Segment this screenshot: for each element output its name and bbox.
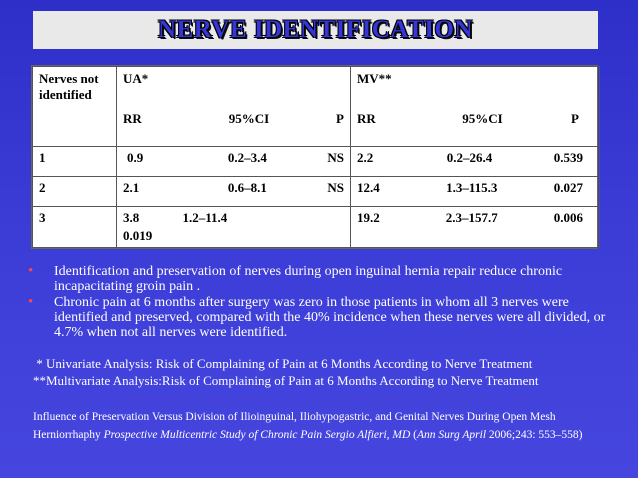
mv-label: MV** [357,71,392,86]
table-row [33,147,600,177]
ua-cell [117,147,351,177]
bullet-dot-icon: • [28,294,34,310]
ua-rr: 0.9 [127,150,144,165]
mv-cell [351,207,600,248]
row-nerves: 1 [33,147,117,177]
citation [33,408,623,444]
mv-p: 0.006 [553,210,583,225]
citation-study: Prospective Multicentric Study of Chronic Pain Sergio Alfieri, MD [103,429,411,441]
ua-cell [117,177,351,207]
mv-subheaders [357,111,593,127]
header-mv [351,67,600,147]
mv-p: 0.539 [553,150,583,165]
ua-rr: 3.8 [123,210,140,225]
citation-journal: Ann Surg April [417,429,487,441]
ua-ci: 0.2–3.4 [227,150,267,165]
mv-p-header: P [571,111,579,126]
risk-table [32,66,600,248]
mv-cell [351,147,600,177]
ua-rr-header: RR [123,111,142,126]
header-ua [117,67,351,147]
ua-cell [117,207,351,248]
slide-title: NERVE IDENTIFICATION [158,16,473,43]
bullet-text: Chronic pain at 6 months after surgery was zero in those patients in whom all 3 nerves were identified and preserved, compared with the 40% incidence when these nerves were all divided, or 4.7% when not all nerves were identified. [54,295,606,340]
mv-rr: 19.2 [357,210,380,225]
row-nerves: 3 [33,207,117,248]
citation-volume: 2006;243: 553–558) [486,429,583,441]
bullet-text: Identification and preservation of nerves during open inguinal hernia repair reduce chronic incapacitating groin pain . [54,264,563,294]
ua-p: 0.019 [123,228,153,243]
mv-ci-header: 95%CI [462,111,503,126]
bullet-dot-icon: • [28,263,34,279]
header-nerves-not-identified: Nerves not identified [33,67,117,147]
bullet-item [28,264,618,294]
ua-ci: 0.6–8.1 [227,180,267,195]
table-row [33,207,600,248]
row-nerves: 2 [33,177,117,207]
mv-ci: 0.2–26.4 [446,150,493,165]
ua-ci-header: 95%CI [228,111,270,126]
citation-paren: ( [410,429,418,441]
table-row [33,177,600,207]
footnote-univariate: * Univariate Analysis: Risk of Complaining of Pain at 6 Months According to Nerve Treatment [33,356,533,371]
mv-rr: 2.2 [357,150,374,165]
mv-cell [351,177,600,207]
results-table [31,65,598,249]
citation-title: Influence of Preservation Versus Division of Ilioinguinal, Iliohypogastric, and Genital Nerves During Open Mesh Herniorrhaphy [33,411,556,441]
mv-p: 0.027 [553,180,583,195]
title-banner [33,11,598,49]
ua-ci: 1.2–11.4 [182,210,228,225]
mv-ci: 1.3–115.3 [446,180,498,195]
ua-p-header: P [336,111,344,126]
footnote-multivariate: **Multivariate Analysis:Risk of Complaining of Pain at 6 Months According to Nerve Treatment [33,373,539,388]
mv-rr-header: RR [357,111,376,126]
ua-label: UA* [123,71,149,86]
ua-subheaders [123,111,344,127]
ua-p: NS [327,180,344,195]
mv-rr: 12.4 [357,180,380,195]
bullet-item [28,295,618,340]
ua-rr: 2.1 [123,180,140,195]
bullet-list [28,264,618,341]
mv-ci: 2.3–157.7 [445,210,498,225]
ua-p: NS [327,150,344,165]
footnotes [33,355,623,389]
